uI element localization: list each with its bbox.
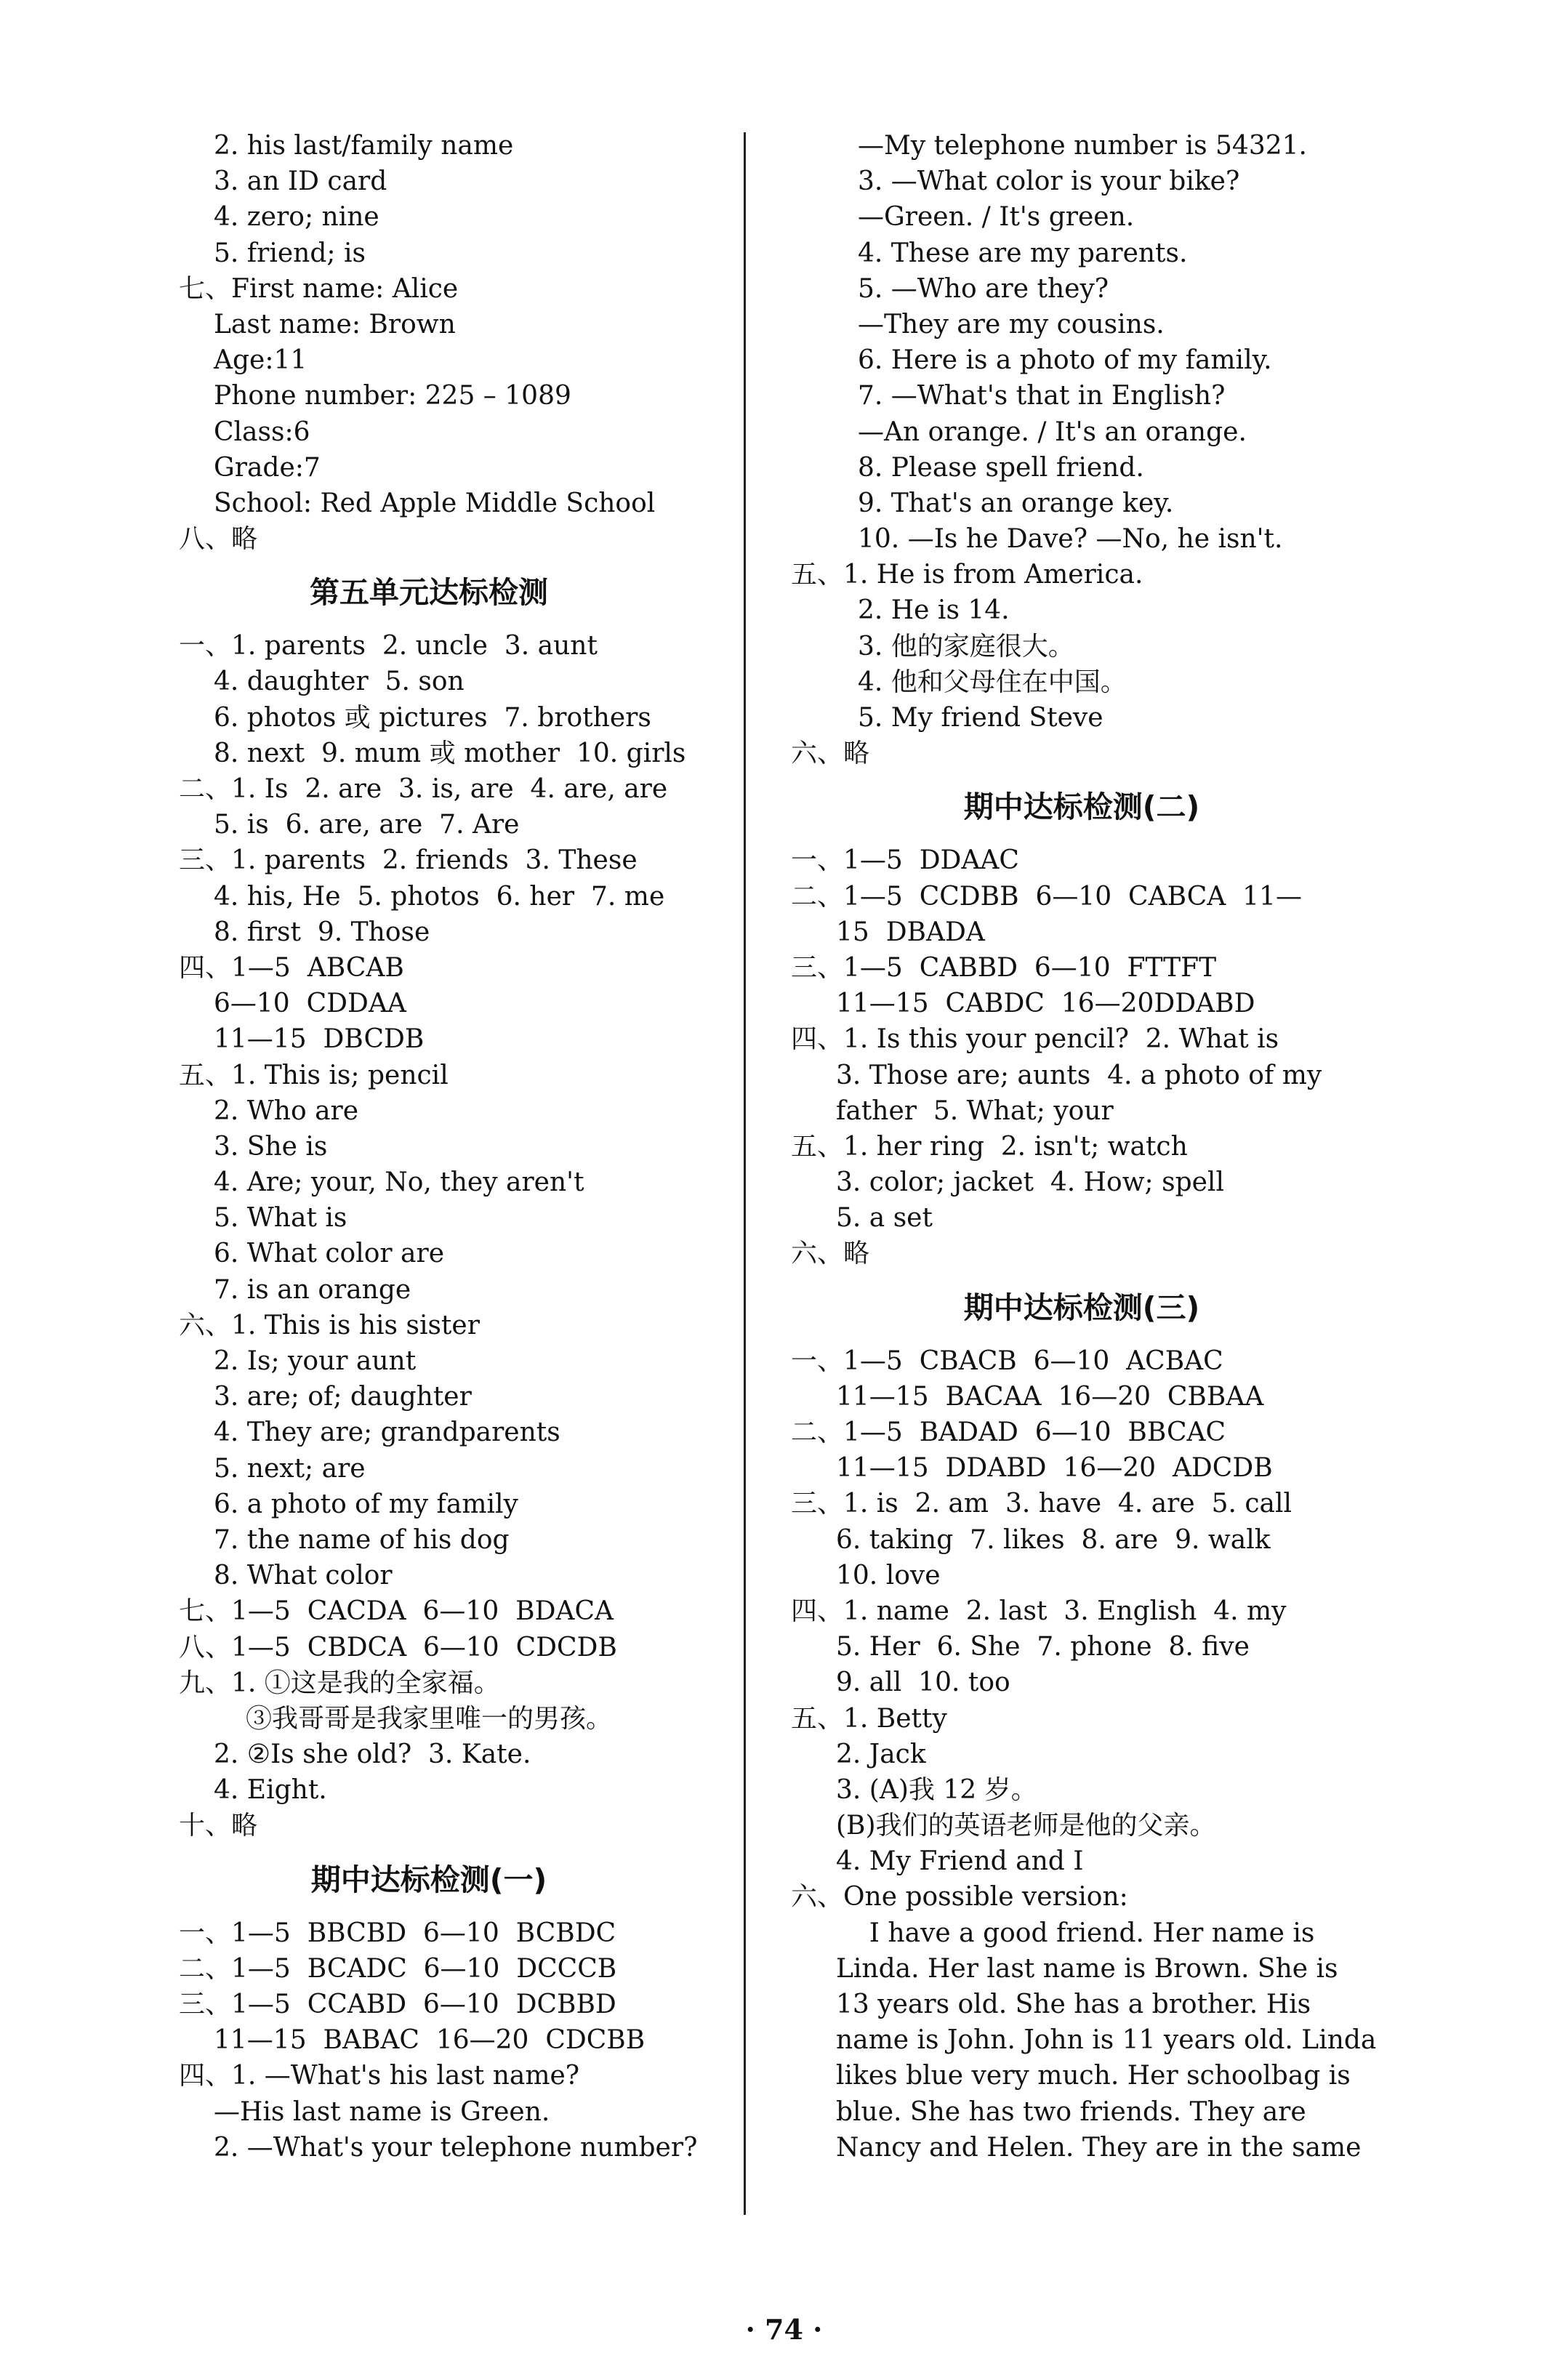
answer-line: 6—10 CDDAA <box>214 989 406 1019</box>
left-column <box>131 128 727 2165</box>
answer-line: 3. She is <box>214 1131 328 1162</box>
answer-line: 六、略 <box>791 739 870 769</box>
answer-line: 11—15 BABAC 16—20 CDCBB <box>214 2025 646 2056</box>
answer-line: Class:6 <box>214 417 310 447</box>
page-number: · 74 · <box>745 2313 823 2346</box>
section-heading: 期中达标检测(二) <box>963 789 1200 825</box>
answer-line: 一、1. parents 2. uncle 3. aunt <box>179 631 598 661</box>
answer-line: ③我哥哥是我家里唯一的男孩。 <box>246 1703 613 1734</box>
answer-line: Grade:7 <box>214 452 321 483</box>
section-heading: 期中达标检测(一) <box>310 1862 547 1897</box>
answer-line: 四、1. Is this your pencil? 2. What is <box>791 1024 1279 1055</box>
answer-line: 4. his, He 5. photos 6. her 7. me <box>214 881 665 912</box>
answer-line: 2. He is 14. <box>858 595 1010 626</box>
answer-line: 五、1. This is; pencil <box>179 1060 449 1090</box>
answer-line: 9. all 10. too <box>836 1668 1010 1698</box>
answer-line: 三、1—5 CCABD 6—10 DCBBD <box>179 1990 616 2019</box>
answer-line: 六、略 <box>791 1239 870 1269</box>
answer-line: 二、1. Is 2. are 3. is, are 4. are, are <box>179 774 668 804</box>
answer-line: 四、1. —What's his last name? <box>179 2061 580 2091</box>
answer-line: 5. next; are <box>214 1453 366 1484</box>
answer-line: 十、略 <box>179 1811 258 1841</box>
section-heading: 第五单元达标检测 <box>310 575 548 611</box>
answer-line: 3. color; jacket 4. How; spell <box>836 1167 1224 1198</box>
answer-line: name is John. John is 11 years old. Linda <box>836 2025 1377 2056</box>
answer-line: 8. next 9. mum 或 mother 10. girls <box>214 738 686 768</box>
answer-line: Age:11 <box>214 345 307 376</box>
answer-line: —His last name is Green. <box>214 2096 550 2127</box>
answer-line: 三、1. parents 2. friends 3. These <box>179 845 638 876</box>
answer-line: 5. is 6. are, are 7. Are <box>214 810 520 840</box>
answer-line: 4. These are my parents. <box>858 238 1188 268</box>
answer-line: 5. —Who are they? <box>858 273 1109 304</box>
answer-line: 3. —What color is your bike? <box>858 166 1240 197</box>
answer-line: 八、1—5 CBDCA 6—10 CDCDB <box>179 1632 617 1662</box>
answer-line: Nancy and Helen. They are in the same <box>836 2132 1362 2163</box>
answer-line: 八、略 <box>179 524 258 555</box>
answer-line: blue. She has two friends. They are <box>836 2096 1306 2127</box>
answer-line: 10. love <box>836 1560 941 1590</box>
answer-line: —An orange. / It's an orange. <box>858 417 1247 447</box>
answer-line: 七、1—5 CACDA 6—10 BDACA <box>179 1596 614 1627</box>
answer-line: 一、1—5 BBCBD 6—10 BCBDC <box>179 1918 616 1948</box>
answer-line: 6. Here is a photo of my family. <box>858 345 1272 376</box>
answer-line: 二、1—5 CCDBB 6—10 CABCA 11— <box>791 881 1302 912</box>
answer-line: 13 years old. She has a brother. His <box>836 1990 1311 2019</box>
answer-line: 15 DBADA <box>836 917 985 947</box>
answer-line: 2. Is; your aunt <box>214 1346 417 1376</box>
answer-line: 11—15 BACAA 16—20 CBBAA <box>836 1381 1264 1412</box>
section-heading: 期中达标检测(三) <box>963 1290 1200 1325</box>
answer-line: 11—15 CABDC 16—20DDABD <box>836 989 1255 1019</box>
answer-line: (B)我们的英语老师是他的父亲。 <box>836 1811 1216 1841</box>
answer-line: 二、1—5 BADAD 6—10 BBCAC <box>791 1417 1226 1447</box>
answer-line: 5. Her 6. She 7. phone 8. five <box>836 1632 1250 1662</box>
answer-line: 3. (A)我 12 岁。 <box>836 1774 1037 1805</box>
answer-line: 10. —Is he Dave? —No, he isn't. <box>858 524 1283 555</box>
answer-line: 7. the name of his dog <box>214 1524 510 1555</box>
answer-line: 2. Jack <box>836 1739 926 1769</box>
right-column <box>791 128 1377 2165</box>
answer-line: 5. a set <box>836 1203 933 1234</box>
answer-line: 3. 他的家庭很大。 <box>858 631 1074 661</box>
answer-line: 8. Please spell friend. <box>858 452 1144 483</box>
answer-line: 七、First name: Alice <box>179 273 459 304</box>
answer-line: 5. My friend Steve <box>858 703 1103 733</box>
answer-line: 3. Those are; aunts 4. a photo of my <box>836 1060 1322 1090</box>
answer-line: 四、1. name 2. last 3. English 4. my <box>791 1596 1287 1626</box>
answer-line: 五、1. He is from America. <box>791 560 1143 590</box>
answer-line: 4. Are; your, No, they aren't <box>214 1167 584 1198</box>
answer-line: 四、1—5 ABCAB <box>179 952 404 983</box>
answer-line: 7. is an orange <box>214 1274 411 1305</box>
answer-line: —My telephone number is 54321. <box>858 131 1307 161</box>
answer-line: 4. They are; grandparents <box>214 1417 560 1448</box>
answer-line: 三、1—5 CABBD 6—10 FTTFT <box>791 952 1217 983</box>
answer-line: 五、1. Betty <box>791 1703 947 1734</box>
answer-line: 6. What color are <box>214 1239 445 1269</box>
answer-line: 4. Eight. <box>214 1775 327 1806</box>
answer-line: 六、One possible version: <box>791 1882 1128 1913</box>
answer-line: —Green. / It's green. <box>858 202 1135 233</box>
answer-line: Phone number: 225 – 1089 <box>214 381 571 411</box>
answer-line: 6. taking 7. likes 8. are 9. walk <box>836 1524 1271 1555</box>
answer-line: 7. —What's that in English? <box>858 381 1226 411</box>
answer-line: 9. That's an orange key. <box>858 488 1174 518</box>
answer-line: 三、1. is 2. am 3. have 4. are 5. call <box>791 1489 1292 1519</box>
answer-line: 2. —What's your telephone number? <box>214 2132 698 2163</box>
answer-line: 4. zero; nine <box>214 202 379 233</box>
answer-line: 2. ②Is she old? 3. Kate. <box>214 1739 531 1770</box>
answer-line: 4. daughter 5. son <box>214 667 465 697</box>
answer-line: 一、1—5 DDAAC <box>791 845 1019 876</box>
answer-line: —They are my cousins. <box>858 309 1165 339</box>
answer-line: 4. My Friend and I <box>836 1846 1084 1877</box>
answer-line: 5. friend; is <box>214 238 366 268</box>
answer-line: Last name: Brown <box>214 309 456 339</box>
answer-line: 六、1. This is his sister <box>179 1310 480 1340</box>
answer-line: 6. photos 或 pictures 7. brothers <box>214 702 651 733</box>
answer-line: 5. What is <box>214 1203 347 1234</box>
column-divider <box>744 132 746 2215</box>
answer-line: 九、1. ①这是我的全家福。 <box>179 1668 500 1698</box>
answer-line: 8. first 9. Those <box>214 917 430 947</box>
answer-line: 3. an ID card <box>214 166 387 197</box>
answer-line: School: Red Apple Middle School <box>214 488 656 518</box>
answer-line: 二、1—5 BCADC 6—10 DCCCB <box>179 1953 617 1984</box>
answer-line: Linda. Her last name is Brown. She is <box>836 1953 1338 1984</box>
answer-line: likes blue very much. Her schoolbag is <box>836 2061 1351 2091</box>
answer-line: I have a good friend. Her name is <box>836 1918 1315 1948</box>
answer-line: 一、1—5 CBACB 6—10 ACBAC <box>791 1346 1223 1376</box>
answer-line: 11—15 DBCDB <box>214 1024 425 1055</box>
answer-line: father 5. What; your <box>836 1095 1114 1126</box>
answer-line: 6. a photo of my family <box>214 1489 518 1519</box>
answer-line: 3. are; of; daughter <box>214 1382 472 1412</box>
answer-line: 11—15 DDABD 16—20 ADCDB <box>836 1453 1273 1484</box>
answer-line: 五、1. her ring 2. isn't; watch <box>791 1131 1188 1162</box>
answer-line: 4. 他和父母住在中国。 <box>858 667 1127 697</box>
answer-line: 8. What color <box>214 1561 393 1591</box>
answer-line: 2. his last/family name <box>214 131 514 161</box>
answer-line: 2. Who are <box>214 1095 359 1126</box>
